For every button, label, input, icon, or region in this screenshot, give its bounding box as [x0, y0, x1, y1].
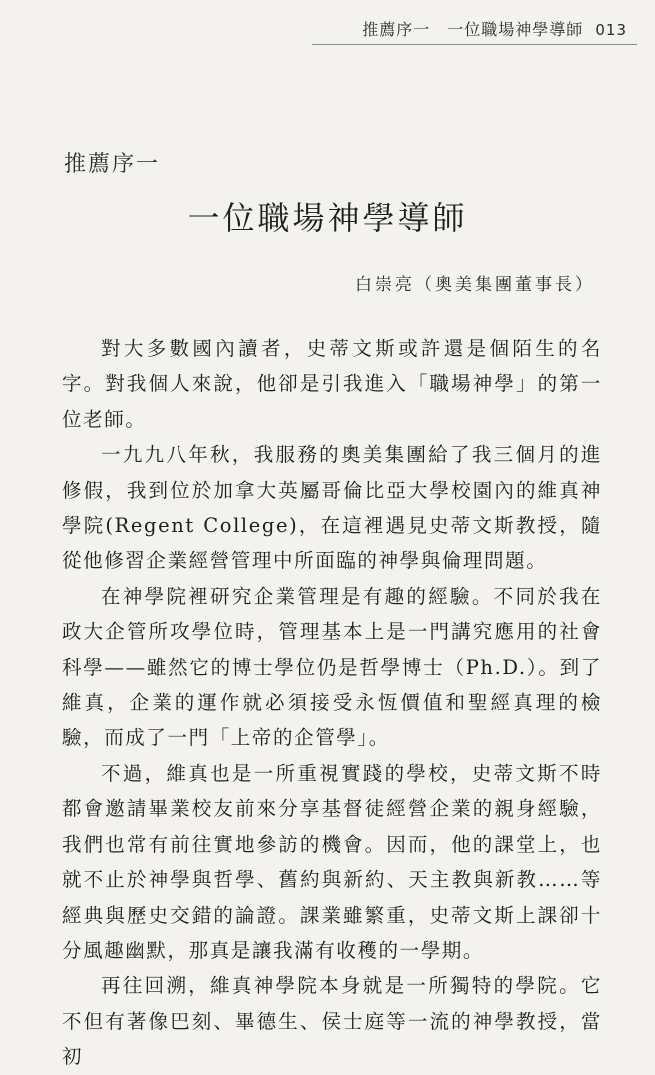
- paragraph: 不過，維真也是一所重視實踐的學校，史蒂文斯不時都會邀請畢業校友前來分享基督徒經營企業的親身經驗，我們也常有前往實地參訪的機會。因而，他的課堂上，也就不止於神學與哲學、舊約與新約、天主教與新教……等經典與歷史交錯的論證。課業雖繁重，史蒂文斯上課卻十分風趣幽默，那真是讓我滿有收穫的一學期。: [62, 761, 602, 962]
- author-line: 白崇亮（奧美集團董事長）: [355, 275, 595, 295]
- header-rule: [312, 44, 637, 45]
- section-label: 推薦序一: [64, 152, 161, 177]
- paragraph: 再往回溯，維真神學院本身就是一所獨特的學院。它不但有著像巴刻、畢德生、侯士庭等一流的神學教授，當初: [62, 974, 602, 1069]
- paragraph: 一九九八年秋，我服務的奧美集團給了我三個月的進修假，我到位於加拿大英屬哥倫比亞大學校園內的維真神學院(Regent College)，在這裡遇見史蒂文斯教授，隨從他修習企業經營管理中所面臨的神學與倫理問題。: [62, 443, 602, 573]
- running-head: [362, 17, 627, 40]
- chapter-title: 一位職場神學導師: [187, 199, 468, 237]
- paragraph: 在神學院裡研究企業管理是有趣的經驗。不同於我在政大企管所攻學位時，管理基本上是一門講究應用的社會科學——雖然它的博士學位仍是哲學博士（Ph.D.）。到了維真，企業的運作就必須接受永恆價值和聖經真理的檢驗，而成了一門「上帝的企管學」。: [62, 584, 602, 750]
- running-head-title: 推薦序一 一位職場神學導師: [362, 20, 584, 39]
- page-number: 013: [595, 21, 627, 39]
- body-text: [62, 331, 602, 1075]
- paragraph: 對大多數國內讀者，史蒂文斯或許還是個陌生的名字。對我個人來說，他卻是引我進入「職場神學」的第一位老師。: [62, 337, 602, 431]
